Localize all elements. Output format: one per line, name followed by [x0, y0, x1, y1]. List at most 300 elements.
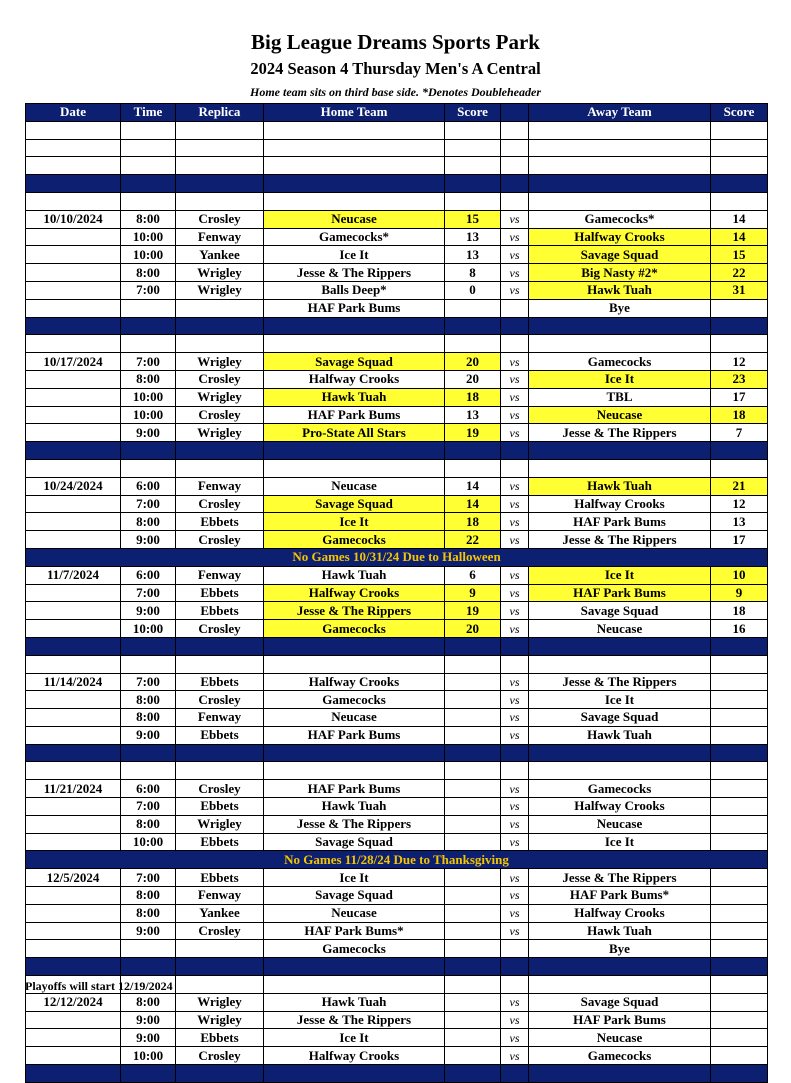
replica-cell: Crosley — [176, 922, 264, 940]
empty-cell — [26, 655, 121, 673]
vs-cell: vs — [501, 709, 529, 727]
away-score-cell: 18 — [711, 406, 768, 424]
replica-cell: Crosley — [176, 210, 264, 228]
vs-cell: vs — [501, 993, 529, 1011]
date-cell — [26, 495, 121, 513]
time-cell: 8:00 — [121, 815, 176, 833]
empty-cell — [264, 655, 445, 673]
replica-cell: Ebbets — [176, 513, 264, 531]
vs-cell — [501, 940, 529, 958]
away-team-cell: Jesse & The Rippers — [529, 531, 711, 549]
date-cell — [26, 246, 121, 264]
home-score-cell — [445, 1011, 501, 1029]
empty-cell — [711, 655, 768, 673]
home-team-cell: Neucase — [264, 477, 445, 495]
empty-cell — [501, 976, 529, 994]
notice-text: No Games 11/28/24 Due to Thanksgiving — [26, 851, 768, 869]
date-cell — [26, 815, 121, 833]
home-team-cell: HAF Park Bums — [264, 780, 445, 798]
empty-cell — [121, 655, 176, 673]
away-team-cell: Savage Squad — [529, 709, 711, 727]
date-cell — [26, 726, 121, 744]
separator-cell — [529, 744, 711, 762]
separator-cell — [26, 958, 121, 976]
blank-row — [26, 335, 768, 353]
replica-cell: Fenway — [176, 228, 264, 246]
time-cell: 8:00 — [121, 709, 176, 727]
empty-cell — [121, 192, 176, 210]
separator-cell — [121, 175, 176, 193]
game-row — [26, 495, 768, 513]
vs-cell: vs — [501, 726, 529, 744]
time-cell: 7:00 — [121, 353, 176, 371]
home-score-cell — [445, 798, 501, 816]
away-score-cell — [711, 833, 768, 851]
game-row — [26, 602, 768, 620]
vs-cell: vs — [501, 495, 529, 513]
separator-cell — [445, 175, 501, 193]
separator-cell — [121, 958, 176, 976]
empty-cell — [529, 976, 711, 994]
blank-row — [26, 655, 768, 673]
away-team-cell: Savage Squad — [529, 602, 711, 620]
col-date: Date — [26, 104, 121, 122]
empty-cell — [711, 139, 768, 157]
time-cell: 7:00 — [121, 798, 176, 816]
replica-cell: Wrigley — [176, 281, 264, 299]
away-team-cell: Neucase — [529, 815, 711, 833]
replica-cell: Ebbets — [176, 798, 264, 816]
table-header — [26, 104, 768, 122]
date-cell — [26, 1029, 121, 1047]
empty-cell — [529, 762, 711, 780]
empty-cell — [264, 157, 445, 175]
empty-cell — [264, 139, 445, 157]
away-score-cell: 23 — [711, 370, 768, 388]
separator-cell — [445, 637, 501, 655]
separator-cell — [264, 744, 445, 762]
home-score-cell: 9 — [445, 584, 501, 602]
home-team-cell: Jesse & The Rippers — [264, 602, 445, 620]
away-team-cell: Hawk Tuah — [529, 726, 711, 744]
away-score-cell: 9 — [711, 584, 768, 602]
home-score-cell: 13 — [445, 406, 501, 424]
home-team-cell: HAF Park Bums* — [264, 922, 445, 940]
empty-cell — [26, 121, 121, 139]
vs-cell: vs — [501, 815, 529, 833]
empty-cell — [121, 139, 176, 157]
vs-cell: vs — [501, 1047, 529, 1065]
away-score-cell: 22 — [711, 264, 768, 282]
game-row — [26, 691, 768, 709]
home-score-cell — [445, 887, 501, 905]
separator-cell — [176, 637, 264, 655]
week-separator-row — [26, 1065, 768, 1083]
vs-cell: vs — [501, 780, 529, 798]
away-score-cell: 16 — [711, 620, 768, 638]
replica-cell: Crosley — [176, 780, 264, 798]
separator-cell — [264, 637, 445, 655]
home-score-cell: 19 — [445, 602, 501, 620]
empty-cell — [176, 459, 264, 477]
separator-cell — [26, 744, 121, 762]
home-team-cell: Halfway Crooks — [264, 673, 445, 691]
week-separator-row — [26, 958, 768, 976]
empty-cell — [529, 157, 711, 175]
empty-cell — [501, 139, 529, 157]
replica-cell: Crosley — [176, 495, 264, 513]
home-score-cell: 14 — [445, 495, 501, 513]
empty-cell — [445, 335, 501, 353]
separator-cell — [445, 958, 501, 976]
empty-cell — [501, 121, 529, 139]
away-score-cell — [711, 1047, 768, 1065]
separator-cell — [176, 958, 264, 976]
home-score-cell: 14 — [445, 477, 501, 495]
empty-cell — [501, 157, 529, 175]
separator-cell — [176, 175, 264, 193]
date-cell — [26, 1011, 121, 1029]
notice-row — [26, 851, 768, 869]
away-score-cell — [711, 1011, 768, 1029]
replica-cell: Ebbets — [176, 726, 264, 744]
replica-cell: Crosley — [176, 406, 264, 424]
replica-cell — [176, 299, 264, 317]
date-cell — [26, 584, 121, 602]
home-team-cell: Neucase — [264, 210, 445, 228]
game-row — [26, 1047, 768, 1065]
game-row — [26, 246, 768, 264]
away-team-cell: Hawk Tuah — [529, 477, 711, 495]
date-cell: 10/10/2024 — [26, 210, 121, 228]
away-score-cell — [711, 887, 768, 905]
home-score-cell — [445, 709, 501, 727]
empty-cell — [501, 335, 529, 353]
away-score-cell — [711, 780, 768, 798]
empty-cell — [445, 192, 501, 210]
empty-cell — [264, 335, 445, 353]
separator-cell — [26, 1065, 121, 1083]
col-vs — [501, 104, 529, 122]
home-team-cell: Gamecocks — [264, 940, 445, 958]
week-separator-row — [26, 744, 768, 762]
time-cell: 8:00 — [121, 887, 176, 905]
home-team-cell: Hawk Tuah — [264, 798, 445, 816]
separator-cell — [711, 958, 768, 976]
replica-cell: Fenway — [176, 566, 264, 584]
replica-cell: Wrigley — [176, 993, 264, 1011]
away-team-cell: Bye — [529, 299, 711, 317]
date-cell: 10/24/2024 — [26, 477, 121, 495]
blank-row — [26, 121, 768, 139]
away-score-cell: 13 — [711, 513, 768, 531]
time-cell: 9:00 — [121, 1029, 176, 1047]
home-team-cell: HAF Park Bums — [264, 726, 445, 744]
week-separator-row — [26, 317, 768, 335]
empty-cell — [501, 762, 529, 780]
separator-cell — [121, 317, 176, 335]
empty-cell — [529, 459, 711, 477]
home-team-cell: HAF Park Bums — [264, 406, 445, 424]
home-score-cell — [445, 1029, 501, 1047]
date-cell — [26, 388, 121, 406]
away-score-cell — [711, 922, 768, 940]
home-team-cell: Jesse & The Rippers — [264, 264, 445, 282]
home-team-cell: Gamecocks — [264, 691, 445, 709]
col-replica: Replica — [176, 104, 264, 122]
empty-cell — [445, 459, 501, 477]
empty-cell — [445, 976, 501, 994]
game-row — [26, 1029, 768, 1047]
notice-text: No Games 10/31/24 Due to Halloween — [26, 548, 768, 566]
empty-cell — [121, 459, 176, 477]
home-score-cell — [445, 993, 501, 1011]
separator-cell — [264, 175, 445, 193]
date-cell — [26, 513, 121, 531]
vs-cell: vs — [501, 531, 529, 549]
game-row — [26, 887, 768, 905]
game-row — [26, 726, 768, 744]
empty-cell — [121, 157, 176, 175]
home-score-cell — [445, 673, 501, 691]
date-cell — [26, 281, 121, 299]
vs-cell: vs — [501, 602, 529, 620]
time-cell: 8:00 — [121, 210, 176, 228]
empty-cell — [711, 335, 768, 353]
separator-cell — [501, 442, 529, 460]
replica-cell: Ebbets — [176, 602, 264, 620]
separator-cell — [264, 958, 445, 976]
replica-cell: Wrigley — [176, 353, 264, 371]
away-team-cell: Neucase — [529, 1029, 711, 1047]
game-row — [26, 566, 768, 584]
away-score-cell — [711, 673, 768, 691]
empty-cell — [121, 121, 176, 139]
vs-cell: vs — [501, 887, 529, 905]
time-cell: 10:00 — [121, 246, 176, 264]
date-cell — [26, 940, 121, 958]
home-team-cell: Jesse & The Rippers — [264, 815, 445, 833]
date-cell — [26, 1047, 121, 1065]
away-score-cell — [711, 869, 768, 887]
empty-cell — [529, 335, 711, 353]
week-separator-row — [26, 175, 768, 193]
replica-cell — [176, 940, 264, 958]
home-score-cell: 18 — [445, 388, 501, 406]
away-score-cell — [711, 709, 768, 727]
separator-cell — [264, 1065, 445, 1083]
away-score-cell — [711, 815, 768, 833]
separator-cell — [176, 317, 264, 335]
date-cell — [26, 691, 121, 709]
separator-cell — [264, 317, 445, 335]
home-team-cell: Neucase — [264, 904, 445, 922]
away-team-cell: Bye — [529, 940, 711, 958]
replica-cell: Wrigley — [176, 424, 264, 442]
away-team-cell: Big Nasty #2* — [529, 264, 711, 282]
home-score-cell: 13 — [445, 228, 501, 246]
away-team-cell: Gamecocks — [529, 1047, 711, 1065]
col-home-score: Score — [445, 104, 501, 122]
time-cell: 9:00 — [121, 1011, 176, 1029]
away-score-cell: 7 — [711, 424, 768, 442]
home-score-cell: 22 — [445, 531, 501, 549]
separator-cell — [176, 1065, 264, 1083]
replica-cell: Wrigley — [176, 1011, 264, 1029]
notice-row — [26, 548, 768, 566]
home-team-cell: Savage Squad — [264, 353, 445, 371]
schedule-table — [25, 103, 768, 1083]
time-cell: 9:00 — [121, 424, 176, 442]
away-team-cell: Ice It — [529, 370, 711, 388]
away-team-cell: HAF Park Bums* — [529, 887, 711, 905]
vs-cell: vs — [501, 922, 529, 940]
separator-cell — [445, 744, 501, 762]
empty-cell — [711, 121, 768, 139]
away-score-cell: 14 — [711, 210, 768, 228]
empty-cell — [529, 121, 711, 139]
away-score-cell — [711, 904, 768, 922]
away-team-cell: Halfway Crooks — [529, 228, 711, 246]
time-cell: 6:00 — [121, 477, 176, 495]
away-score-cell — [711, 691, 768, 709]
home-score-cell — [445, 726, 501, 744]
blank-row — [26, 139, 768, 157]
separator-cell — [445, 317, 501, 335]
date-cell: 11/14/2024 — [26, 673, 121, 691]
game-row — [26, 993, 768, 1011]
away-score-cell — [711, 726, 768, 744]
empty-cell — [501, 192, 529, 210]
home-team-cell: Halfway Crooks — [264, 370, 445, 388]
home-team-cell: Halfway Crooks — [264, 1047, 445, 1065]
home-team-cell: Hawk Tuah — [264, 388, 445, 406]
date-cell — [26, 887, 121, 905]
vs-cell: vs — [501, 691, 529, 709]
time-cell: 10:00 — [121, 833, 176, 851]
time-cell: 9:00 — [121, 922, 176, 940]
replica-cell: Wrigley — [176, 264, 264, 282]
time-cell — [121, 299, 176, 317]
away-team-cell: Ice It — [529, 833, 711, 851]
home-team-cell: Ice It — [264, 246, 445, 264]
separator-cell — [711, 744, 768, 762]
vs-cell: vs — [501, 281, 529, 299]
home-score-cell: 20 — [445, 620, 501, 638]
home-score-cell — [445, 815, 501, 833]
away-score-cell: 10 — [711, 566, 768, 584]
replica-cell: Crosley — [176, 531, 264, 549]
time-cell: 6:00 — [121, 780, 176, 798]
separator-cell — [26, 175, 121, 193]
empty-cell — [529, 655, 711, 673]
date-cell — [26, 264, 121, 282]
away-score-cell: 31 — [711, 281, 768, 299]
time-cell: 7:00 — [121, 281, 176, 299]
empty-cell — [121, 335, 176, 353]
separator-cell — [501, 958, 529, 976]
away-team-cell: Jesse & The Rippers — [529, 869, 711, 887]
home-score-cell: 0 — [445, 281, 501, 299]
replica-cell: Yankee — [176, 904, 264, 922]
bye-row — [26, 940, 768, 958]
away-score-cell: 21 — [711, 477, 768, 495]
home-score-cell — [445, 691, 501, 709]
empty-cell — [711, 192, 768, 210]
empty-cell — [176, 976, 264, 994]
separator-cell — [501, 744, 529, 762]
replica-cell: Fenway — [176, 709, 264, 727]
page-subtitle: 2024 Season 4 Thursday Men's A Central — [250, 59, 541, 78]
home-score-cell — [445, 904, 501, 922]
date-cell: 10/17/2024 — [26, 353, 121, 371]
vs-cell: vs — [501, 1011, 529, 1029]
empty-cell — [501, 655, 529, 673]
home-score-cell — [445, 940, 501, 958]
away-team-cell: Savage Squad — [529, 993, 711, 1011]
date-cell — [26, 531, 121, 549]
home-score-cell — [445, 780, 501, 798]
game-row — [26, 353, 768, 371]
vs-cell: vs — [501, 566, 529, 584]
away-score-cell — [711, 299, 768, 317]
vs-cell: vs — [501, 833, 529, 851]
vs-cell: vs — [501, 477, 529, 495]
away-score-cell — [711, 993, 768, 1011]
date-cell — [26, 299, 121, 317]
empty-cell — [445, 157, 501, 175]
away-team-cell: Neucase — [529, 620, 711, 638]
game-row — [26, 264, 768, 282]
separator-cell — [529, 637, 711, 655]
empty-cell — [445, 121, 501, 139]
blank-row — [26, 192, 768, 210]
away-team-cell: Gamecocks — [529, 780, 711, 798]
separator-cell — [264, 442, 445, 460]
game-row — [26, 798, 768, 816]
game-row — [26, 815, 768, 833]
vs-cell — [501, 299, 529, 317]
home-score-cell: 15 — [445, 210, 501, 228]
replica-cell: Crosley — [176, 691, 264, 709]
empty-cell — [176, 655, 264, 673]
game-row — [26, 531, 768, 549]
replica-cell: Ebbets — [176, 673, 264, 691]
away-score-cell: 18 — [711, 602, 768, 620]
empty-cell — [264, 121, 445, 139]
empty-cell — [711, 157, 768, 175]
away-score-cell — [711, 1029, 768, 1047]
date-cell — [26, 424, 121, 442]
empty-cell — [176, 335, 264, 353]
col-away-score: Score — [711, 104, 768, 122]
separator-cell — [501, 637, 529, 655]
vs-cell: vs — [501, 388, 529, 406]
date-cell — [26, 798, 121, 816]
vs-cell: vs — [501, 424, 529, 442]
vs-cell: vs — [501, 869, 529, 887]
away-team-cell: Gamecocks — [529, 353, 711, 371]
game-row — [26, 869, 768, 887]
vs-cell: vs — [501, 673, 529, 691]
empty-cell — [176, 139, 264, 157]
col-time: Time — [121, 104, 176, 122]
home-team-cell: Balls Deep* — [264, 281, 445, 299]
away-team-cell: Gamecocks* — [529, 210, 711, 228]
separator-cell — [529, 1065, 711, 1083]
time-cell: 8:00 — [121, 370, 176, 388]
time-cell: 7:00 — [121, 584, 176, 602]
